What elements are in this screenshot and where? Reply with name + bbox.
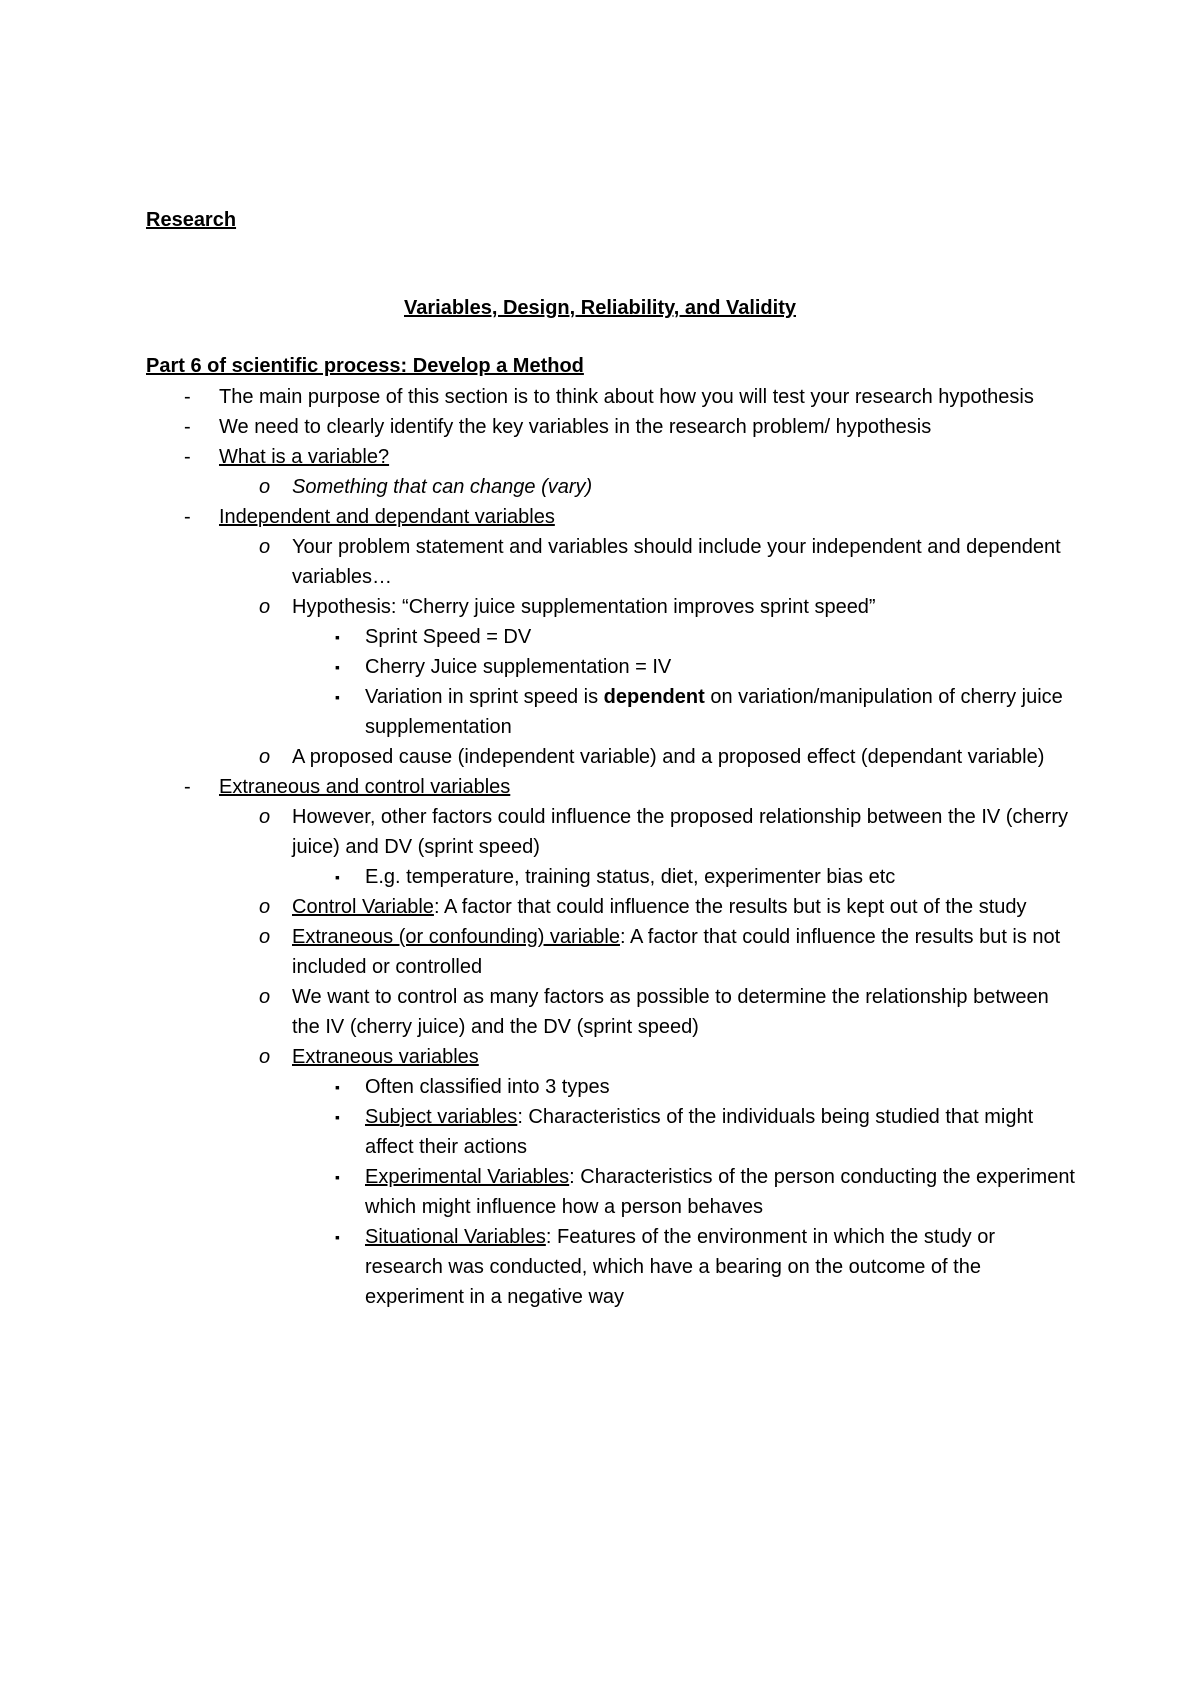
square-bullet-icon: ▪ xyxy=(335,1109,340,1125)
item-heading: Extraneous variables xyxy=(292,1046,479,1068)
list-item xyxy=(146,1072,1076,1102)
item-text: Cherry Juice supplementation = IV xyxy=(365,656,672,678)
list-item xyxy=(146,922,1076,982)
square-bullet-icon: ▪ xyxy=(335,1229,340,1245)
item-heading: What is a variable? xyxy=(219,446,390,468)
item-term: Control Variable xyxy=(292,896,434,918)
dash-bullet-icon: - xyxy=(184,446,191,468)
list-item xyxy=(146,472,1076,502)
square-bullet-icon: ▪ xyxy=(335,659,340,675)
item-text: Your problem statement and variables should include your independent and dependent variables… xyxy=(292,536,1061,588)
item-text: The main purpose of this section is to think about how you will test your research hypothesis xyxy=(219,386,1034,408)
circle-bullet-icon: o xyxy=(259,896,271,918)
circle-bullet-icon: o xyxy=(259,986,271,1008)
list-item xyxy=(146,652,1076,682)
item-text: : Features of the environment in which the study or research was conducted, which have a bearing on the outcome of the experiment in a negative way xyxy=(365,1226,995,1308)
list-item xyxy=(146,772,1076,802)
dash-bullet-icon: - xyxy=(184,386,191,408)
item-text: However, other factors could influence the proposed relationship between the IV (cherry juice) and DV (sprint speed) xyxy=(292,806,1068,858)
item-text: Hypothesis: “Cherry juice supplementation improves sprint speed” xyxy=(292,596,876,618)
item-text: A proposed cause (independent variable) and a proposed effect (dependant variable) xyxy=(292,746,1045,768)
list-item xyxy=(146,412,1076,442)
item-text: on variation/manipulation of cherry juice supplementation xyxy=(365,686,1063,738)
circle-bullet-icon: o xyxy=(259,1046,271,1068)
list-item xyxy=(146,742,1076,772)
circle-bullet-icon: o xyxy=(259,806,271,828)
item-text: We want to control as many factors as possible to determine the relationship between the IV (cherry juice) and the DV (sprint speed) xyxy=(292,986,1049,1038)
item-text: E.g. temperature, training status, diet, experimenter bias etc xyxy=(365,866,896,888)
item-text: : Characteristics of the individuals being studied that might affect their actions xyxy=(365,1106,1034,1158)
square-bullet-icon: ▪ xyxy=(335,689,340,705)
document-title: Research xyxy=(146,209,237,231)
list-item xyxy=(146,892,1076,922)
dash-bullet-icon: - xyxy=(184,506,191,528)
item-text: We need to clearly identify the key variables in the research problem/ hypothesis xyxy=(219,416,932,438)
circle-bullet-icon: o xyxy=(259,476,271,498)
item-text: : A factor that could influence the results but is kept out of the study xyxy=(433,896,1027,918)
section-heading: Part 6 of scientific process: Develop a Method xyxy=(146,355,584,377)
list-item xyxy=(146,382,1076,412)
item-term: Experimental Variables xyxy=(365,1166,570,1188)
circle-bullet-icon: o xyxy=(259,746,271,768)
list-item xyxy=(146,862,1076,892)
item-term: Situational Variables xyxy=(365,1226,546,1248)
item-emphasis: dependent xyxy=(603,686,705,708)
circle-bullet-icon: o xyxy=(259,536,271,558)
bullet-list xyxy=(146,382,1076,1312)
item-term: Subject variables xyxy=(365,1106,518,1128)
square-bullet-icon: ▪ xyxy=(335,1079,340,1095)
square-bullet-icon: ▪ xyxy=(335,1169,340,1185)
list-item xyxy=(146,532,1076,592)
list-item xyxy=(146,502,1076,532)
list-item xyxy=(146,1222,1076,1312)
list-item xyxy=(146,592,1076,622)
list-item xyxy=(146,1042,1076,1072)
item-term: Extraneous (or confounding) variable xyxy=(292,926,620,948)
dash-bullet-icon: - xyxy=(184,416,191,438)
square-bullet-icon: ▪ xyxy=(335,869,340,885)
list-item xyxy=(146,442,1076,472)
item-text: : A factor that could influence the results but is not included or controlled xyxy=(292,926,1061,978)
item-text: Sprint Speed = DV xyxy=(365,626,532,648)
dash-bullet-icon: - xyxy=(184,776,191,798)
item-text: Often classified into 3 types xyxy=(365,1076,610,1098)
list-item xyxy=(146,1162,1076,1222)
list-item xyxy=(146,682,1076,742)
list-item xyxy=(146,982,1076,1042)
list-item xyxy=(146,1102,1076,1162)
item-heading: Extraneous and control variables xyxy=(219,776,511,798)
document-subtitle: Variables, Design, Reliability, and Validity xyxy=(404,297,796,319)
item-heading: Independent and dependant variables xyxy=(219,506,555,528)
square-bullet-icon: ▪ xyxy=(335,629,340,645)
list-item xyxy=(146,802,1076,862)
item-text: Variation in sprint speed is xyxy=(365,686,599,708)
list-item xyxy=(146,622,1076,652)
item-text: Something that can change (vary) xyxy=(292,476,593,498)
circle-bullet-icon: o xyxy=(259,596,271,618)
circle-bullet-icon: o xyxy=(259,926,271,948)
item-text: : Characteristics of the person conducting the experiment which might influence how a person behaves xyxy=(365,1166,1075,1218)
